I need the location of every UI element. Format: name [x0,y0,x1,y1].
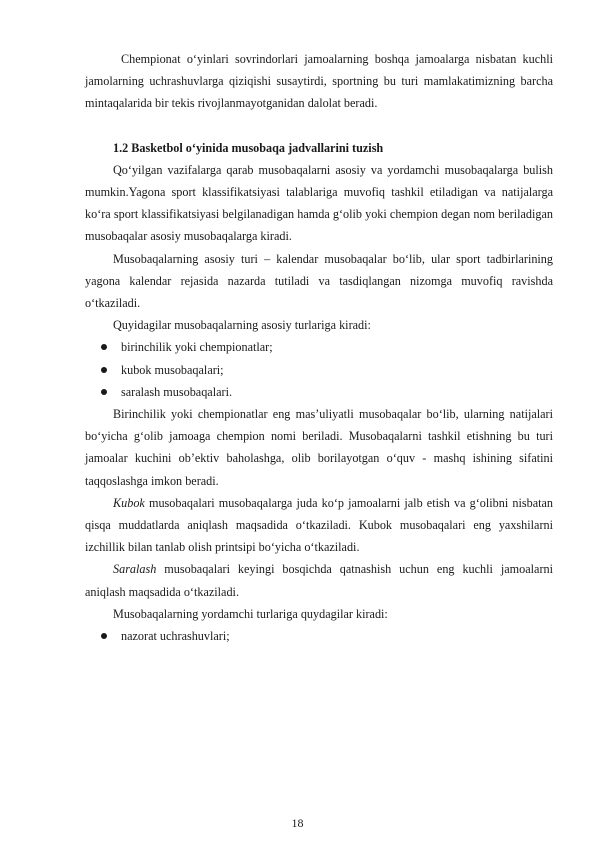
section-heading: 1.2 Basketbol o‘yinida musobaqa jadvallarini tuzish [113,140,384,155]
list-item-text: birinchilik yoki chempionatlar; [121,340,273,355]
paragraph-cup-text: musobaqalari musobaqalarga juda ko‘p jamoalarni jalb etish va g‘olibni nisbatan qisqa muddatlarda aniqlash maqsadida o‘tkaziladi. Kubok musobaqalari eng yaxshilarni izchillik bilan tanlab olish printsipi bo‘yicha o‘tkaziladi. [85,495,553,555]
paragraph-qualification [85,558,553,602]
list-item [85,359,553,381]
paragraph-championships: Birinchilik yoki chempionatlar eng mas’uliyatli musobaqalar bo‘lib, ularning natijalari bo‘yicha g‘olib jamoaga chempion nomi beriladi. Musobaqalarni tashkil etishning bu turi jamoalar kuchini ob’ektiv baholashga, olib borilayotgan o‘quv - mashq ishining sifatini taqqoslashga imkon beradi. [85,407,553,488]
list-item-text: nazorat uchrashuvlari; [121,629,230,644]
list-item [85,381,553,403]
page-number: 18 [291,816,304,830]
paragraph-cup [85,492,553,559]
paragraph-main-types-intro: Quyidagilar musobaqalarning asosiy turlariga kiradi: [113,318,371,333]
paragraph-championship-intro: Chempionat o‘yinlari sovrindorlari jamoalarning boshqa jamoalarga nisbatan kuchli jamolarning uchrashuvlarga qiziqishi susaytirdi, sportning bu turi mamlakatimizning barcha mintaqalarida bir tekis rivojlanmayotganidan dalolat beradi. [85,52,553,111]
spacer [85,115,553,137]
main-types-list [85,336,553,403]
term-qualification: Saralash [113,562,157,577]
paragraph-auxiliary-types-intro: Musobaqalarning yordamchi turlariga quydagilar kiradi: [113,606,388,621]
bullet-icon [101,367,107,373]
paragraph-calendar-competitions: Musobaqalarning asosiy turi – kalendar musobaqalar bo‘lib, ular sport tadbirlarining yagona kalendar rejasida nazarda tutiladi va tasdiqlangan nizomga muvofiq ravishda o‘tkaziladi. [85,251,553,311]
list-item [85,625,553,647]
bullet-icon [101,633,107,639]
auxiliary-types-list [85,625,553,647]
page-content [85,48,553,647]
paragraph-qualification-text: musobaqalari keyingi bosqichda qatnashish uchun eng kuchli jamoalarni aniqlash maqsadida o‘tkaziladi. [85,562,553,599]
list-item-text: kubok musobaqalari; [121,362,224,377]
paragraph-competition-types: Qo‘yilgan vazifalarga qarab musobaqalarni asosiy va yordamchi musobaqalarga bulish mumkin.Yagona sport klassifikatsiyasi talablariga muvofiq tashkil etiladigan va natijalarga ko‘ra sport klassifikatsiyasi belgilanadigan hamda g‘olib yoki chempion degan nom beriladigan musobaqalar asosiy musobaqalarga kiradi. [85,162,553,244]
list-item-text: saralash musobaqalari. [121,384,233,399]
bullet-icon [101,389,107,395]
list-item [85,336,553,358]
term-cup: Kubok [113,495,145,510]
bullet-icon [101,344,107,350]
